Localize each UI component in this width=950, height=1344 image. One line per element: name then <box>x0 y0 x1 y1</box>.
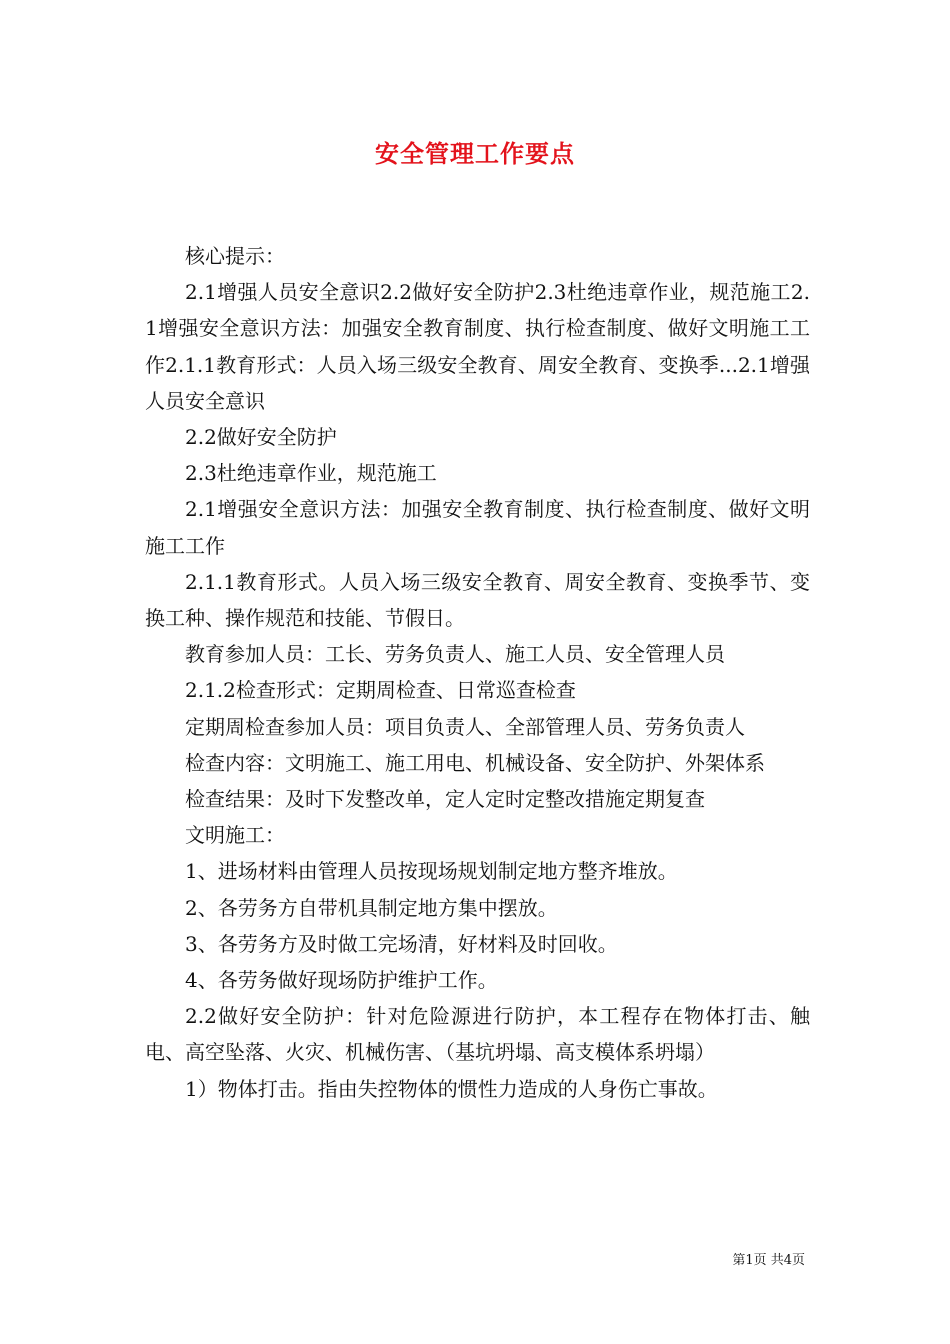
paragraph-item: 1）物体打击。指由失控物体的惯性力造成的人身伤亡事故。 <box>185 1076 718 1101</box>
paragraph-item: 2.1.1教育形式。人员入场三级安全教育、周安全教育、变换季节、变换工种、操作规范和技能、节假日。 <box>145 569 810 631</box>
paragraph-item: 3、各劳务方及时做工完场清，好材料及时回收。 <box>185 931 618 956</box>
paragraph-item: 2、各劳务方自带机具制定地方集中摆放。 <box>185 895 558 920</box>
paragraph-item: 检查内容：文明施工、施工用电、机械设备、安全防护、外架体系 <box>185 750 765 775</box>
paragraph-item: 定期周检查参加人员：项目负责人、全部管理人员、劳务负责人 <box>185 714 745 739</box>
paragraph-summary: 2.1增强人员安全意识2.2做好安全防护2.3杜绝违章作业，规范施工2.1增强安全意识方法：加强安全教育制度、执行检查制度、做好文明施工工作2.1.1教育形式：人员入场三级安全教育、周安全教育、变换季...2.1增强人员安全意识 <box>145 280 810 413</box>
document-body <box>145 238 810 1107</box>
page-number-footer: 第1页 共4页 <box>732 1253 805 1268</box>
paragraph-item: 2.1增强安全意识方法：加强安全教育制度、执行检查制度、做好文明施工工作 <box>145 497 810 558</box>
paragraph-item: 2.1.2检查形式：定期周检查、日常巡查检查 <box>185 678 576 703</box>
paragraph-item: 文明施工： <box>185 823 285 848</box>
document-title: 安全管理工作要点 <box>375 139 575 168</box>
paragraph-item: 4、各劳务做好现场防护维护工作。 <box>185 968 498 993</box>
paragraph-item: 1、进场材料由管理人员按现场规划制定地方整齐堆放。 <box>185 859 678 884</box>
paragraph-item: 2.2做好安全防护 <box>185 425 337 450</box>
paragraph-item: 教育参加人员：工长、劳务负责人、施工人员、安全管理人员 <box>185 642 725 667</box>
paragraph-item: 2.3杜绝违章作业，规范施工 <box>185 461 437 486</box>
paragraph-item: 2.2做好安全防护：针对危险源进行防护，本工程存在物体打击、触电、高空坠落、火灾、机械伤害、（基坑坍塌、高支模体系坍塌） <box>145 1004 810 1065</box>
paragraph-core-hint: 核心提示： <box>185 244 285 268</box>
paragraph-item: 检查结果：及时下发整改单，定人定时定整改措施定期复查 <box>185 787 705 812</box>
